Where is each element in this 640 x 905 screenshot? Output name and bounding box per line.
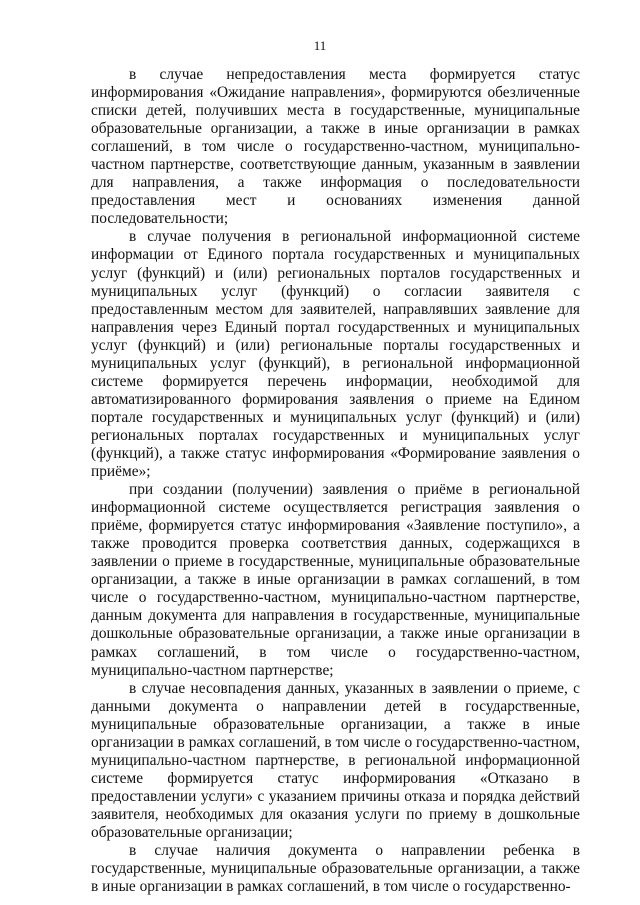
paragraph-consent-received: в случае получения в региональной информационной системе информации от Единого портала государственных и муниципальных услуг (функций) и (или) региональных порталов государственных и муниципальных услуг (функций) о согласии заявителя с предоставленным местом для заявителей, направлявших заявление для направления через Единый портал государственных и муниципальных услуг (функций) и (или) региональные порталы государственных и муниципальных услуг (функций), в региональной информационной системе формируется перечень информации, необходимой для автоматизированного формирования заявления о приеме на Едином портале государственных и муниципальных услуг (функций) и (или) региональных порталах государственных и муниципальных услуг (функций), а также статус информирования «Формирование заявления о приёме»; <box>91 228 580 481</box>
paragraph-application-registration: при создании (получении) заявления о приёме в региональной информационной системе осуществляется регистрация заявления о приёме, формируется статус информирования «Заявление поступило», а также проводится проверка соответствия данных, содержащихся в заявлении о приеме в государственные, муниципальные образовательные организации, а также в иные организации в рамках соглашений, в том числе о государственно-частном, муниципально-частном партнерстве, данным документа для направления в государственные, муниципальные дошкольные образовательные организации, а также иные организации в рамках соглашений, в том числе о государственно-частном, муниципально-частном партнерстве; <box>91 481 580 679</box>
paragraph-referral-document: в случае наличия документа о направлении ребенка в государственные, муниципальные образовательные организации, а также в иные организации в рамках соглашений, в том числе о государственно- <box>91 842 580 896</box>
page-number: 11 <box>313 38 327 53</box>
paragraph-data-mismatch: в случае несовпадения данных, указанных в заявлении о приеме, с данными документа о направлении детей в государственные, муниципальные образовательные организации, а также в иные организации в рамках соглашений, в том числе о государственно-частном, муниципально-частном партнерстве, в региональной информационной системе формируется статус информирования «Отказано в предоставлении услуги» с указанием причины отказа и порядка действий заявителя, необходимых для оказания услуги по приему в дошкольные образовательные организации; <box>91 679 580 841</box>
document-body <box>91 66 580 896</box>
paragraph-no-place-status: в случае непредоставления места формируется статус информирования «Ожидание направления», формируются обезличенные списки детей, получивших места в государственные, муниципальные образовательные организации, а также в иные организации в рамках соглашений, в том числе о государственно-частном, муниципально-частном партнерстве, соответствующие данным, указанным в заявлении для направления, а также информация о последовательности предоставления мест и основаниях изменения данной последовательности; <box>91 66 580 228</box>
